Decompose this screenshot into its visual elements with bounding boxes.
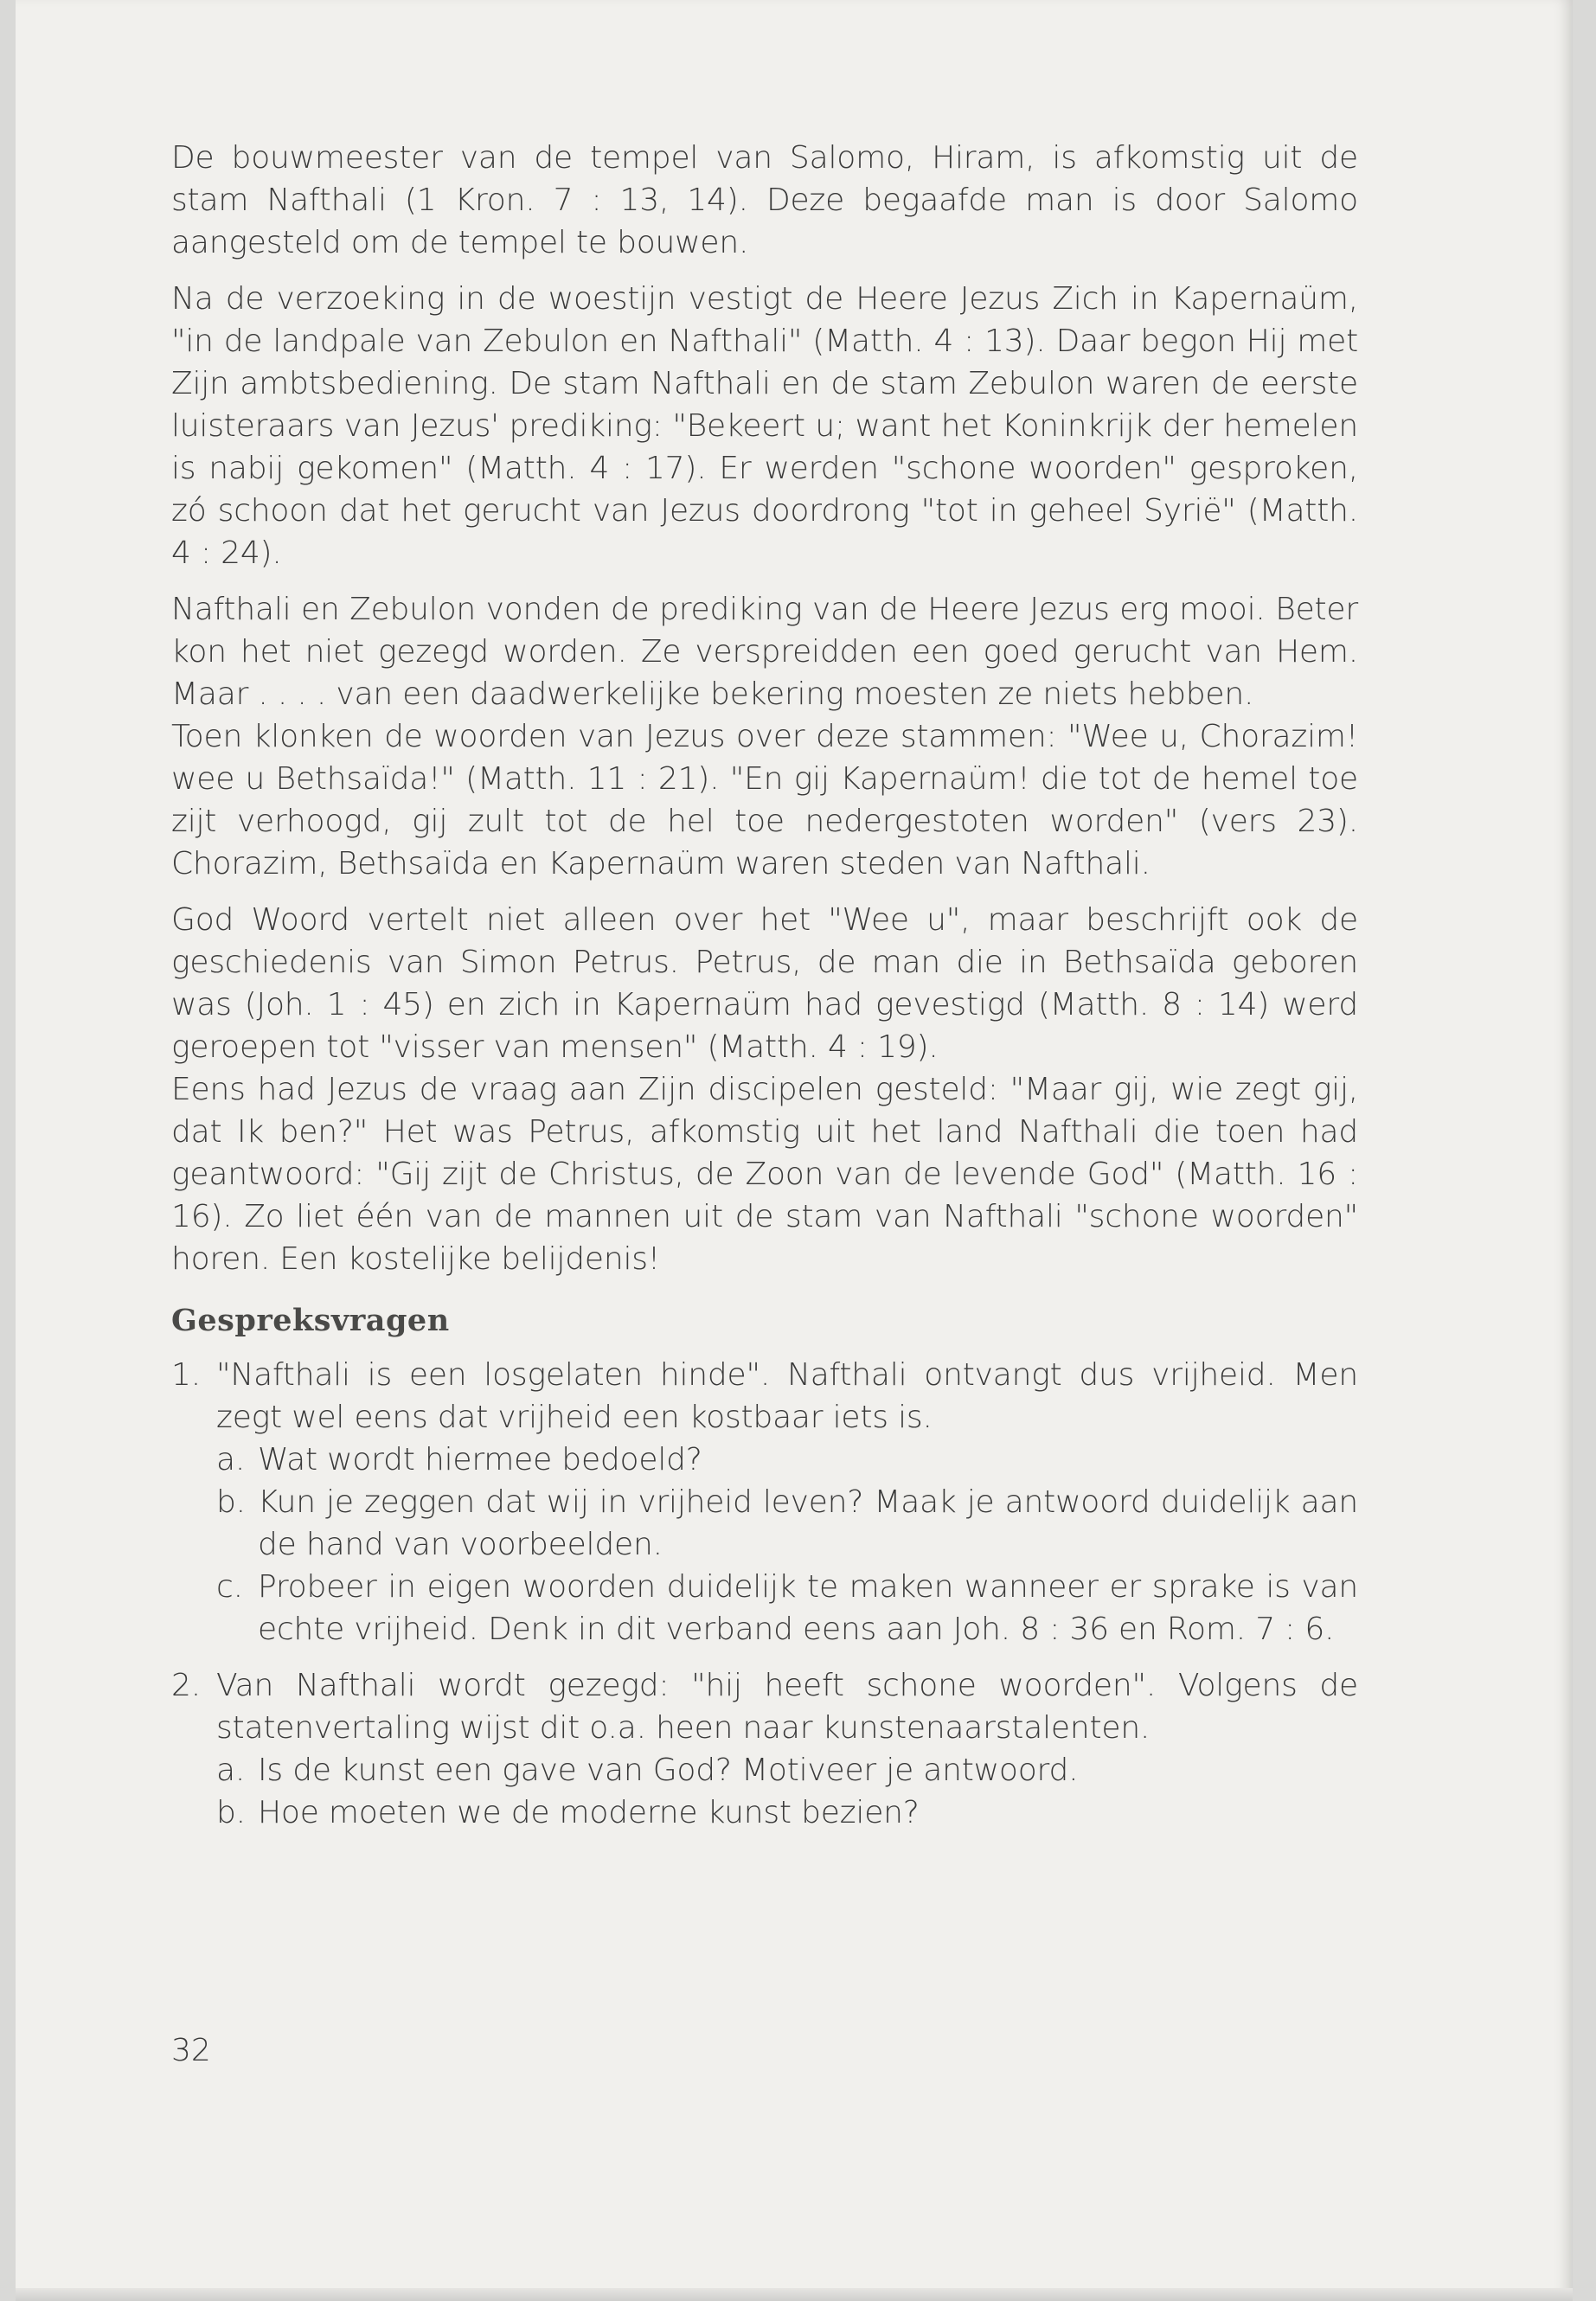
page-content xyxy=(171,137,1358,1848)
sub-question-letter: b. xyxy=(216,1484,246,1520)
question-number: 2. xyxy=(171,1668,201,1703)
sub-question-list xyxy=(216,1749,1358,1834)
paragraph-kapernaum: Na de verzoeking in de woestijn vestigt de Heere Jezus Zich in Kapernaüm, "in de landpale van Zebulon en Nafthali" (Matth. 4 : 13). Daar begon Hij met Zijn ambtsbediening. De stam Nafthali en de stam Zebulon waren de eerste luisteraars van Jezus' prediking: "Bekeert u; want het Koninkrijk der hemelen is nabij gekomen" (Matth. 4 : 17). Er werden "schone woorden" gesproken, zó schoon dat het gerucht van Jezus doordrong "tot in geheel Syrië" (Matth. 4 : 24). xyxy=(171,281,1358,571)
question-text: "Nafthali is een losgelaten hinde". Nafthali ontvangt dus vrijheid. Men zegt wel eens dat vrijheid een kostbaar iets is. xyxy=(216,1357,1358,1435)
question-2 xyxy=(171,1664,1358,1834)
sub-question-letter: b. xyxy=(216,1795,246,1830)
paragraph-hiram: De bouwmeester van de tempel van Salomo, Hiram, is afkomstig uit de stam Nafthali (1 Kron. 7 : 13, 14). Deze begaafde man is door Salomo aangesteld om de tempel te bouwen. xyxy=(171,140,1358,260)
paragraph-prediking: Nafthali en Zebulon vonden de prediking van de Heere Jezus erg mooi. Beter kon het niet gezegd worden. Ze verspreidden een goed gerucht van Hem. Maar . . . . van een daadwerkelijke bekering moesten ze niets hebben. xyxy=(171,592,1358,712)
sub-question-text: Hoe moeten we de moderne kunst bezien? xyxy=(258,1795,920,1830)
sub-question-letter: c. xyxy=(216,1569,243,1605)
sub-question xyxy=(216,1749,1358,1791)
page-bottom-edge xyxy=(16,2288,1573,2301)
paragraph-belijdenis: Eens had Jezus de vraag aan Zijn discipelen gesteld: "Maar gij, wie zegt gij, dat Ik ben?" Het was Petrus, afkomstig uit het land Nafthali die toen had geantwoord: "Gij zijt de Christus, de Zoon van de levende God" (Matth. 16 : 16). Zo liet één van de mannen uit de stam van Nafthali "schone woorden" horen. Een kostelijke belijdenis! xyxy=(171,1072,1358,1277)
sub-question-letter: a. xyxy=(216,1753,246,1788)
sub-question-letter: a. xyxy=(216,1442,246,1477)
sub-question-text: Wat wordt hiermee bedoeld? xyxy=(258,1442,702,1477)
sub-question xyxy=(216,1566,1358,1650)
question-list xyxy=(171,1354,1358,1834)
question-number: 1. xyxy=(171,1357,201,1393)
section-heading: Gespreksvragen xyxy=(171,1303,450,1338)
paragraph-petrus: God Woord vertelt niet alleen over het "Wee u", maar beschrijft ook de geschiedenis van Simon Petrus. Petrus, de man die in Bethsaïda geboren was (Joh. 1 : 45) en zich in Kapernaüm had gevestigd (Matth. 8 : 14) werd geroepen tot "visser van mensen" (Matth. 4 : 19). xyxy=(171,902,1358,1065)
question-1 xyxy=(171,1354,1358,1650)
question-text: Van Nafthali wordt gezegd: "hij heeft schone woorden". Volgens de statenvertaling wijst dit o.a. heen naar kunstenaarstalenten. xyxy=(216,1668,1358,1746)
sub-question xyxy=(216,1791,1358,1834)
page-number: 32 xyxy=(171,2033,211,2068)
sub-question-text: Probeer in eigen woorden duidelijk te maken wanneer er sprake is van echte vrijheid. Denk in dit verband eens aan Joh. 8 : 36 en Rom. 7 : 6. xyxy=(258,1569,1358,1647)
sub-question-text: Is de kunst een gave van God? Motiveer je antwoord. xyxy=(258,1753,1079,1788)
sub-question-list xyxy=(216,1439,1358,1650)
paragraph-wee-u: Toen klonken de woorden van Jezus over deze stammen: "Wee u, Chorazim! wee u Bethsaïda!" (Matth. 11 : 21). "En gij Kapernaüm! die tot de hemel toe zijt verhoogd, gij zult tot de hel toe nedergestoten worden" (vers 23). Chorazim, Bethsaïda en Kapernaüm waren steden van Nafthali. xyxy=(171,719,1358,881)
sub-question xyxy=(216,1481,1358,1566)
sub-question-text: Kun je zeggen dat wij in vrijheid leven? Maak je antwoord duidelijk aan de hand van voorbeelden. xyxy=(258,1484,1358,1562)
sub-question xyxy=(216,1439,1358,1481)
